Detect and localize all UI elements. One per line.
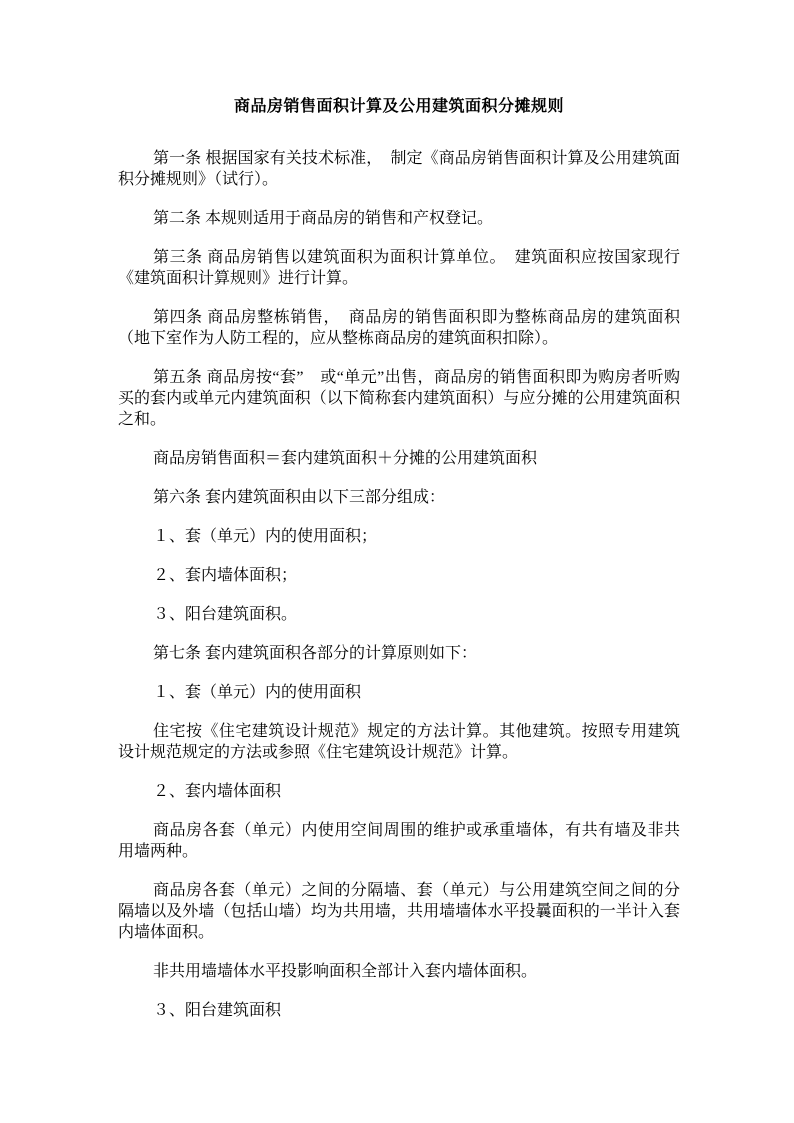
paragraph: 第一条 根据国家有关技术标准， 制定《商品房销售面积计算及公用建筑面积分摊规则》（试行）。 — [118, 150, 680, 188]
paragraph: 第三条 商品房销售以建筑面积为面积计算单位。 建筑面积应按国家现行《建筑面积计算规则》进行计算。 — [118, 249, 680, 287]
paragraph: 住宅按《住宅建筑设计规范》规定的方法计算。其他建筑。按照专用建筑设计规范规定的方法或参照《住宅建筑设计规范》计算。 — [118, 723, 680, 761]
paragraph: １、套（单元）内的使用面积 — [153, 684, 362, 701]
paragraph: ２、套内墙体面积 — [153, 783, 282, 800]
paragraph: 第二条 本规则适用于商品房的销售和产权登记。 — [153, 210, 494, 227]
paragraph: 商品房各套（单元）之间的分隔墙、套（单元）与公用建筑空间之间的分隔墙以及外墙（包括山墙）均为共用墙，共用墙墙体水平投曩面积的一半计入套内墙体面积。 — [118, 882, 680, 941]
paragraph: 第六条 套内建筑面积由以下三部分组成： — [153, 489, 446, 506]
paragraph: ２、套内墙体面积； — [153, 567, 298, 584]
paragraph: １、套（单元）内的使用面积； — [153, 528, 378, 545]
paragraph: 第七条 套内建筑面积各部分的计算原则如下： — [153, 645, 478, 662]
paragraph: 非共用墙墙体水平投影响面积全部计入套内墙体面积。 — [153, 963, 538, 980]
paragraph: 第四条 商品房整栋销售， 商品房的销售面积即为整栋商品房的建筑面积（地下室作为人防工程的，应从整栋商品房的建筑面积扣除）。 — [118, 309, 680, 347]
paragraph: 第五条 商品房按“套” 或“单元”出售，商品房的销售面积即为购房者听购买的套内或单元内建筑面积（以下简称套内建筑面积）与应分摊的公用建筑面积之和。 — [118, 369, 680, 428]
document-title: 商品房销售面积计算及公用建筑面积分摊规则 — [233, 98, 564, 115]
paragraph: 商品房各套（单元）内使用空间周围的维护或承重墙体，有共有墙及非共用墙两种。 — [118, 822, 680, 860]
paragraph: ３、阳台建筑面积。 — [153, 606, 298, 623]
document-body — [118, 148, 680, 1021]
paragraph: 商品房销售面积＝套内建筑面积＋分摊的公用建筑面积 — [153, 450, 538, 467]
paragraph: ３、阳台建筑面积 — [153, 1002, 282, 1019]
